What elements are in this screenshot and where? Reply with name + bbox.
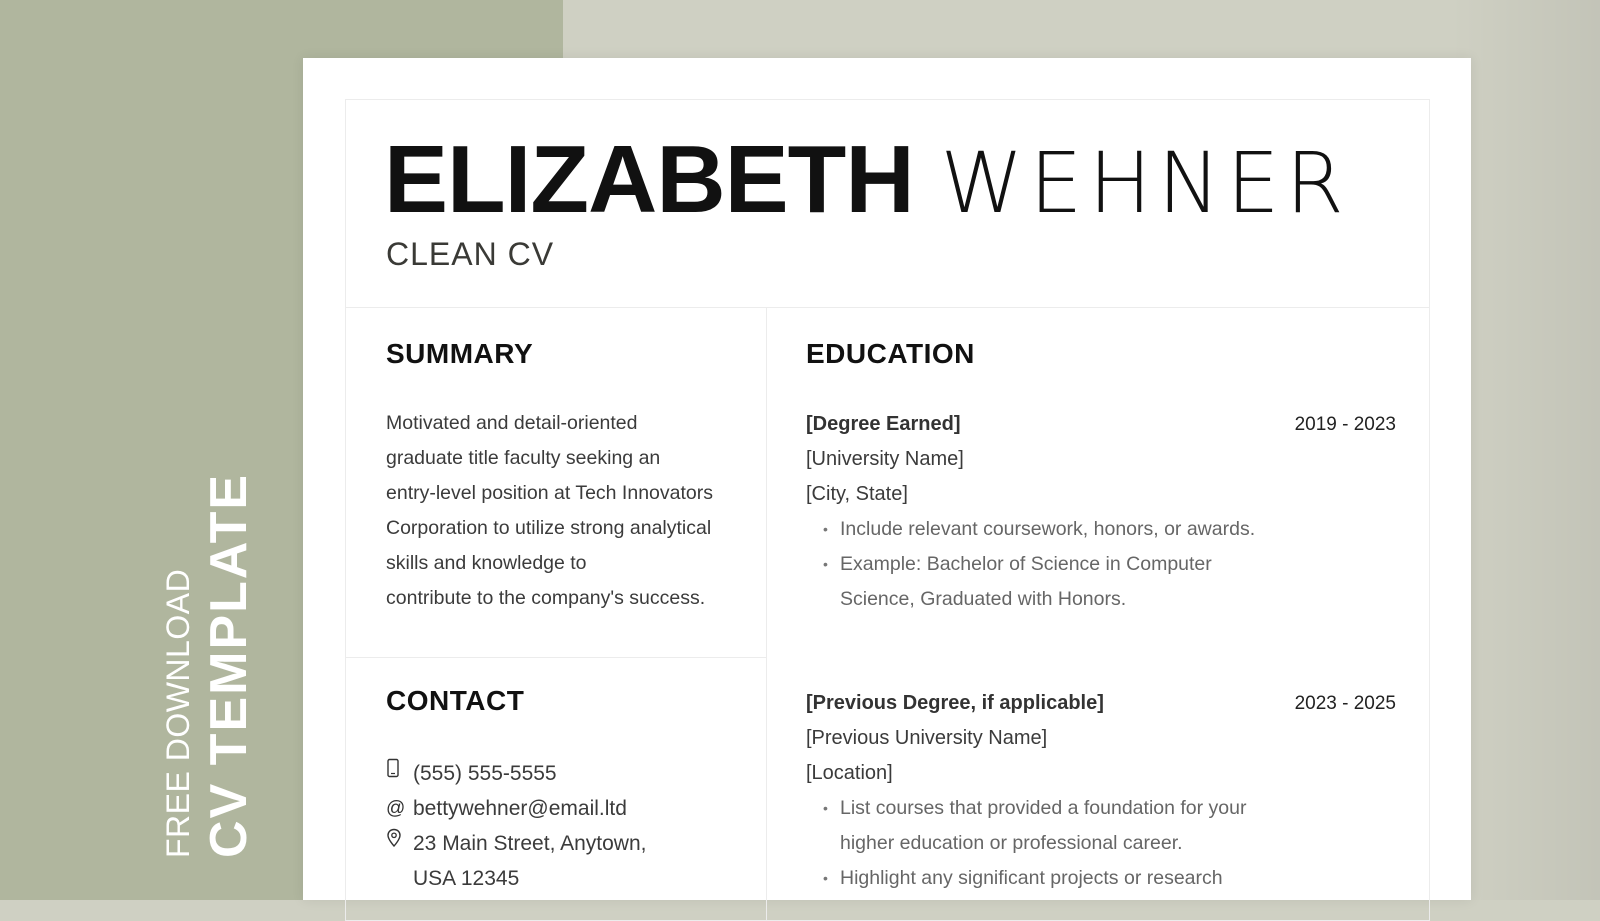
- address-line-1: 23 Main Street, Anytown,: [413, 832, 647, 855]
- full-name: [384, 126, 1350, 233]
- education-bullet: • Highlight any significant projects or research: [840, 861, 1280, 896]
- summary-text: [386, 406, 756, 616]
- last-name: WEHNER: [940, 134, 1350, 232]
- cv-header: [346, 100, 1429, 308]
- summary-line: graduate title faculty seeking an: [386, 447, 661, 469]
- education-bullet: • Example: Bachelor of Science in Computer Science, Graduated with Honors.: [840, 547, 1280, 617]
- degree-title: [Degree Earned]: [806, 413, 961, 435]
- section-divider: [346, 657, 766, 658]
- summary-line: skills and knowledge to: [386, 552, 587, 574]
- cv-frame: [345, 99, 1430, 921]
- location-pin-icon: [386, 826, 413, 896]
- contact-email: [386, 791, 756, 826]
- summary-line: entry-level position at Tech Innovators: [386, 482, 713, 504]
- education-bullets: [806, 791, 1280, 896]
- summary-heading: SUMMARY: [386, 338, 534, 369]
- education-bullet: • Include relevant coursework, honors, or awards.: [840, 512, 1280, 547]
- university-name: [Previous University Name]: [806, 727, 1048, 749]
- address-line-2: USA 12345: [413, 867, 520, 890]
- education-bullet: • List courses that provided a foundation for your higher education or professional career.: [840, 791, 1280, 861]
- first-name: ELIZABETH: [384, 126, 914, 233]
- degree-years: 2019 - 2023: [1294, 414, 1396, 435]
- degree-years: 2023 - 2025: [1294, 693, 1396, 714]
- phone-number: (555) 555-5555: [413, 762, 557, 785]
- contact-phone: [386, 756, 756, 791]
- university-name: [University Name]: [806, 448, 964, 470]
- university-location: [Location]: [806, 762, 893, 784]
- summary-line: contribute to the company's success.: [386, 587, 706, 609]
- address: [413, 826, 646, 896]
- cv-sheet: [303, 58, 1471, 900]
- column-divider: [766, 307, 767, 920]
- side-banner-free-download: FREE DOWNLOAD: [160, 568, 196, 858]
- phone-icon: [386, 756, 413, 791]
- education-entry: [806, 407, 1396, 617]
- summary-line: Corporation to utilize strong analytical: [386, 517, 712, 539]
- university-location: [City, State]: [806, 483, 908, 505]
- at-icon: @: [386, 798, 406, 819]
- contact-address: [386, 826, 756, 896]
- cv-subtitle: CLEAN CV: [386, 236, 555, 272]
- contact-heading: CONTACT: [386, 685, 525, 716]
- contact-list: [386, 756, 756, 896]
- email-address: bettywehner@email.ltd: [413, 797, 627, 820]
- right-background-shade: [1450, 0, 1600, 900]
- education-bullets: [806, 512, 1280, 617]
- education-entry: [806, 686, 1396, 896]
- education-heading: EDUCATION: [806, 338, 975, 369]
- side-banner: [160, 473, 259, 858]
- summary-line: Motivated and detail-oriented: [386, 412, 638, 434]
- degree-title: [Previous Degree, if applicable]: [806, 692, 1104, 714]
- side-banner-cv-template: CV TEMPLATE: [200, 472, 258, 858]
